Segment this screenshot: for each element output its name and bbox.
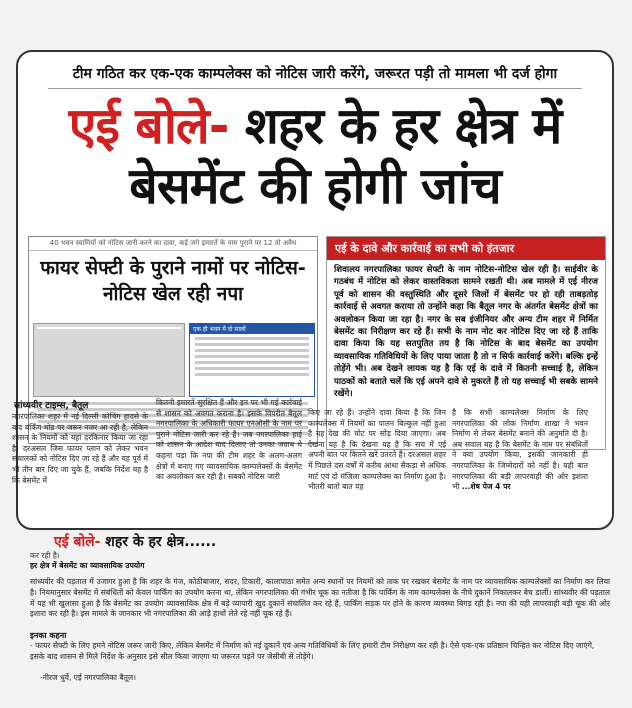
clipping-photo-caption: [37, 327, 181, 329]
body-column-2: कितनी इमारतें सुरक्षित हैं और इन पर भी गई कार्रवाई से शासन को अवगत कराना है। इसके विपरीत बैतूल नगरपालिका के अधिकारी फायर एनओसी के नाम पर पुराने नोटिस जारी कर रहे हैं। जब नगरपालिका हाई को शासन के आदेश याद दिलाए तो उनका जवाब थे कहना पड़ा कि नपा की टीम शहर के अलग-अलग क्षेत्रों में बनाए गए व्यावसायिक काम्पलेक्सों के बेसमेंट का अवलोकन कर रही है। सबको नोटिस जारी: [156, 398, 302, 482]
headline: [26, 96, 604, 216]
continuation-subhead: हर क्षेत्र में बेसमेंट का व्यावसायिक उपयोग: [30, 561, 145, 570]
quote-text: - फायर सेफ्टी के लिए हमने नोटिस जरूर जारी किए, लेकिन बेसमेंट में निर्माण को नई दुकानें एवं अन्य गतिविधियों के लिए हमारी टीम निरीक्षण कर रही है। ऐसे एक-एक प्रतिष्ठान चिन्हित कर नोटिस दिए जाएंगे, इसके बाद शासन से मिले निर्देश के अनुसार इसे सील किया जाएगा या जरूरत पड़ने पर जेसीबी से तोड़ेंगे।: [30, 641, 595, 661]
headline-red: एई बोले-: [68, 97, 229, 155]
continuation-lead: कर रही है।: [30, 551, 60, 560]
headline-rest: शहर के हर क्षेत्र में बेसमेंट की होगी जांच: [129, 97, 562, 215]
divider: [48, 88, 582, 89]
body-column-4: [452, 408, 588, 492]
body-column-1: नगरपालिका शहर में नई दिल्ली कोचिंग हादसे के बाद बर्किंग मोड पर जरूर नजर आ रही है, लेकिन शासन के नियमों को यहां दरकिनार किया जा रहा है। दरअसल जिस फायर प्लान को लेकर भवन संचालकों को नोटिस दिए जा रहे हैं और यह पूर्व में भी तीन बार दिए जा चुके हैं, जबकि निर्देश यह है कि बेसमेंट में: [12, 412, 148, 485]
continuation-title-rest: शहर के हर क्षेत्र......: [105, 534, 217, 550]
byline: सांध्यवीर टाइम्स, बैतूल: [14, 401, 89, 411]
panel-body: शिवालय नगरपालिका फायर सेफ्टी के नाम नोटिस-नोटिस खेल रही है। साईवीर के गठबंध में नोटिस को लेकर वास्तविकता सामने रखती थी। अब मामले में एई नीरज पूर्व को शासन की वस्तुस्थिति और दूसरे जिलों में बेसमेंट पर हो रही ताबड़तोड़ कार्रवाई से अवगत कराया तो उन्होंने कहा कि बैतूल नगर के अंतर्गत बेसमेंट क्षेत्रों का अवलोकन किया जा रहा है। नगर के सब इंजीनियर और अन्य टीम शहर में निर्मित बेसमेंट का निरीक्षण कर रहे हैं। सभी के नाम नोट कर नोटिस दिए जा रहे हैं ताकि दावा किया कि यह सतपुतित तय है कि नोटिस के बाद बेसमेंट का उपयोग व्यावसायिक गतिविधियों के लिए पाया जाता है तो न सिर्फ कार्रवाई करेंगे। बल्कि इन्हें तोड़ेंगे भी। अब देखने लायक यह है कि एई के दावे में कितनी सच्चाई है, लेकिन पाठकों को बताते चलें कि एई अपने दावे से मुकरते हैं तो यह सच्चाई भी सबके सामने रखेंगे।: [334, 265, 598, 400]
clipping-sidebar-heading: एक ही भवन में दो सालों: [190, 324, 314, 334]
body-column-4-text: है कि सभी काम्पलेक्स निर्माण के लिए नगरपालिका की लोक निर्माण शाखा ने भवन निर्माण से लेकर बेसमेंट बनाने की अनुमति दी है। अब सवाल यह है कि बेसमेंट के नाम पर संबंधितों ने क्या उपयोग किया, इसकी जानकारी ही नगरपालिका के जिम्मेदारों को नहीं है। यही बात नगरपालिका की बड़ी लापरवाही की ओर इशारा भी: [452, 408, 588, 492]
continuation-title: [54, 532, 216, 551]
quote-heading: इनका कहना: [30, 631, 67, 640]
clipping-sidebar: [189, 323, 315, 397]
panel-heading: एई के दावे और कार्रवाई का सभी को इंतजार: [327, 237, 605, 260]
body-column-3: किए जा रहे हैं। उन्होंने दावा किया है कि जिन काम्पलेक्स में नियमों का पालन बिल्कुल नहीं हुआ है यह देख की चोट पर सोड़ दिया जाएगा। अब देखना यह है कि देखना यह है कि सच में एई अपनी बात पर कितने खरे उतरते हैं। दरअसल शहर में पिछले दस वर्षों में करीब आधा सैकड़ा से अधिक मार्ट एवं दो मंजिला काम्पलेक्स का निर्माण हुआ है। भीतरी बातो बात यह: [308, 408, 446, 492]
clipping-headline: फायर सेफ्टी के पुराने नामों पर नोटिस-नोटिस खेल रही नपा: [40, 257, 306, 305]
clipping-photo: [33, 323, 185, 397]
clipping-topline: 40 भवन स्वामियों को नोटिस जारी करने का दावा, कई जगे इमारतें के नाम पुराने पर 12 तो अवैध: [29, 237, 317, 251]
quote-signature: -नीरज धुर्वे, एई नगरपालिका बैतूल।: [40, 673, 137, 682]
continued-link[interactable]: ...शेष पेज 4 पर: [461, 482, 511, 492]
kicker: टीम गठित कर एक-एक काम्पलेक्स को नोटिस जारी करेंगे, जरूरत पड़ी तो मामला भी दर्ज होगा: [72, 66, 558, 82]
continuation-title-red: एई बोले-: [54, 534, 101, 550]
continuation-body: सांध्यवीर की पड़ताल में उजागर हुआ है कि शहर के गंज, कोठीबाजार, सदर, टिकारी, कालापाठा समेत अन्य स्थानों पर नियमों को ताक पर रखकर बेसमेंट के नाम पर व्यावसायिक काम्पलेक्सों का निर्माण कर लिया है। नियमानुसार बेसमेंट में संबंधितों को केवल पार्किंग का उपयोग करना था, लेकिन नगरपालिका की गंभीर चूक का नतीजा है कि पार्किंग के नाम काम्पलेक्स के नीचे दुकानें निकालकर बेच डालीं। सांध्यवीर की पड़ताल में यह भी खुलासा हुआ है कि बेसमेंट का उपयोग व्यावसायिक क्षेत्र में बड़े व्यापारी खुद दुकानें संचालित कर रहे हैं, पार्किंग सड़क पर होने के कारण व्यवस्था बिगड़ रही है। नपा की यही लापरवाही बड़ी चूक की ओर इशारा कर रही है। इस मामले के जानकार भी नगरपालिका की आड़े हाथों लेते रहे नहीं चूक रहे हैं।: [30, 577, 611, 619]
